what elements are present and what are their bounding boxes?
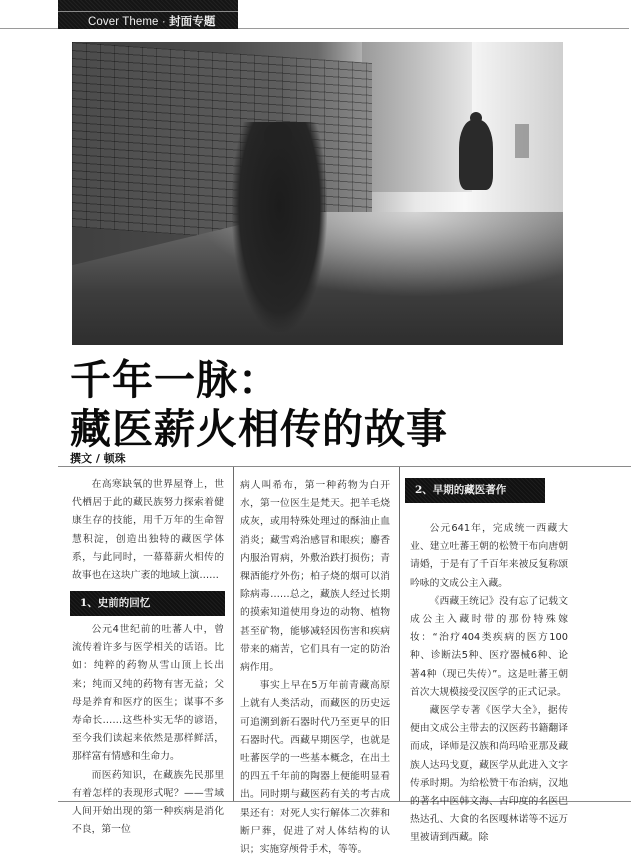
intro-paragraph: 在高寒缺氧的世界屋脊上，世代栖居于此的藏民族努力探索着健康生存的技能，用千万年的生命智慧积淀，创造出独特的藏医学体系，与此同时，一幕幕薪火相传的故事也在这块广袤的地域上演……: [72, 479, 224, 582]
section-label-en: Cover Theme ·: [88, 16, 170, 28]
body-paragraph: 藏医学专著《医学大全》，据传便由文成公主带去的汉医药书籍翻译而成，译师是汉族和尚玛哈亚那及藏族人达玛戈夏，藏医学从此进入文字传承时期。为给松赞干布治病，汉地的著名中医韩文海、古印度的名医巴热达孔、大食的名医嘎林诺等不远万里被请到西藏。除: [410, 705, 568, 844]
photo-figure-head: [264, 122, 292, 150]
photo-far-wall: [362, 42, 472, 192]
section-header-bar: [58, 0, 238, 29]
section-label: [88, 13, 215, 29]
body-paragraph: 公元4世纪前的吐蕃人中，曾流传着许多与医学相关的话语。比如：纯粹的药物从雪山顶上长出来；纯而又纯的药物有害无益；父母是养育和医疗的医生；谋事不多寿命长……这些朴实无华的谚语，至今我们读起来依然是那样鲜活，那样富有情感和生命力。: [72, 624, 224, 763]
article-title: [70, 356, 448, 454]
column-3: [410, 520, 568, 848]
body-paragraph: 而医药知识，在藏族先民那里有着怎样的表现形式呢？——雪域人间开始出现的第一种疾病是消化不良，第一位: [72, 769, 224, 836]
header-bar-line: [58, 11, 238, 12]
section-heading-2: 2、早期的藏医著作: [405, 478, 545, 503]
title-line-2: 藏医薪火相传的故事: [70, 405, 448, 453]
column-1-section-1: [72, 621, 224, 839]
photo-figure-near: [232, 122, 327, 332]
section-label-cn: 封面专题: [169, 14, 216, 28]
photo-figure-far: [459, 120, 493, 190]
section-heading-1: 1、史前的回忆: [70, 591, 225, 616]
column-1: [72, 476, 224, 585]
column-2: [240, 477, 390, 859]
hero-photo: [72, 42, 563, 345]
body-paragraph: 《西藏王统记》没有忘了记载文成公主入藏时带的那份特殊嫁妆：“治疗404类疾病的医方100种、诊断法5种、医疗器械6种、论著4种（现已失传）”。这是吐蕃王朝首次大规模接受汉医学的正式记录。: [410, 595, 568, 698]
body-paragraph: 公元641年，完成统一西藏大业、建立吐蕃王朝的松赞干布向唐朝请婚，于是有了千百年来被反复称颂吟咏的文成公主入藏。: [410, 523, 568, 589]
body-top-rule: [58, 466, 631, 467]
body-paragraph: 病人叫希布，第一种药物为白开水，第一位医生是梵天。把羊毛烧成灰，或用特殊处理过的酥油止血消炎；藏雪鸡治感冒和眼疾；麝香内服治胃病，外敷治跌打损伤；青稞酒能疗外伤；柏子烧的烟可以消除病毒……总之，藏族人经过长期的摸索知道使用身边的动物、植物甚至矿物，能够减轻因伤害和疾病带来的痛苦，它们具有一定的防治病作用。: [240, 480, 390, 674]
column-divider: [233, 467, 234, 801]
photo-figure-distant: [515, 124, 529, 158]
title-line-1: 千年一脉：: [70, 356, 280, 404]
body-paragraph: 事实上早在5万年前青藏高原上就有人类活动，而藏医的历史远可追溯到新石器时代乃至更早的旧石器时代。西藏早期医学，也就是吐蕃医学的一些基本概念，在出土的四五千年前的陶器上便能明显看出。同时期与藏医药有关的考古成果还有：对死人实行解体二次葬和断尸葬，促进了对人体结构的认识；实施穿颅骨手术，等等。: [240, 680, 390, 856]
column-divider: [399, 467, 400, 801]
photo-figure-head: [470, 112, 482, 124]
byline: 撰文 / 顿珠: [70, 452, 126, 465]
